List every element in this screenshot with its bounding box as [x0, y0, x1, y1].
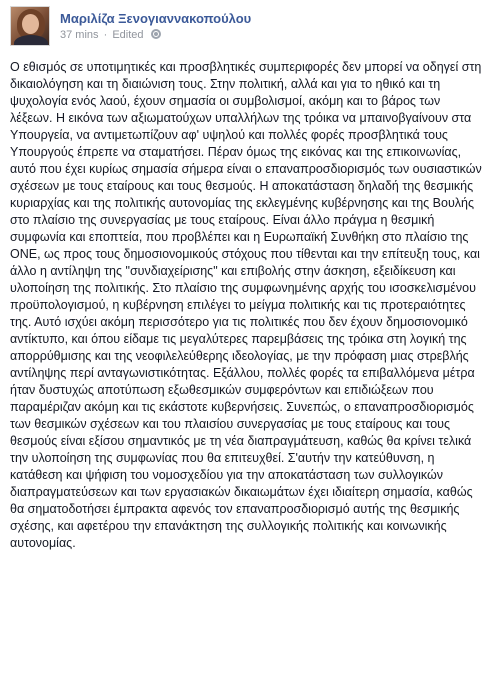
globe-icon[interactable]	[151, 29, 161, 39]
author-name[interactable]: Μαριλίζα Ξενογιαννακοπούλου	[60, 11, 252, 26]
avatar-face	[22, 14, 39, 34]
post-meta	[60, 29, 161, 41]
meta-separator: ·	[103, 29, 108, 41]
post-timestamp[interactable]: 37 mins	[60, 29, 99, 41]
post-body: Ο εθισμός σε υποτιμητικές και προσβλητικές συμπεριφορές δεν μπορεί να οδηγεί στη δικαιολόγηση και τη διαιώνιση τους. Στην πολιτική, αλλά και για το ηθικό και τη ψυχολογία ενός λαού, έχουν σημασία οι συμβολισμοί, ακόμη και το βάρος των λέξεων. Η εικόνα των αξιωματούχων υπαλλήλων της τρόικα να μπαινοβγαίνουν στα Υπουργεία, να αντιμετωπίζουν αφ' υψηλού και πολλές φορές προσβλητικά τους Υπουργούς έπρεπε να σταματήσει. Πέραν όμως της εικόνας και της επικοινωνίας, αυτό που έχει κυρίως σημασία σήμερα είναι ο επαναπροσδιορισμός των ουσιαστικών σχέσεων με τους εταίρους και τους θεσμούς. Η αποκατάσταση δηλαδή της θεσμικής κυριαρχίας και της πολιτικής αυτονομίας της εκλεγμένης κυβέρνησης και της Βουλής στο πλαίσιο της συνεργασίας με τους εταίρους. Είναι άλλο πράγμα η θεσμική συμφωνία και εποπτεία, που προβλέπει και η Ευρωπαϊκή Συνθήκη στο πλαίσιο της ΟΝΕ, ως προς τους δημοσιονομικούς στόχους που τίθενται και την επίτευξη τους, και άλλο η αντίληψη της "συνδιαχείρισης" και επιβολής στην άσκηση, εξειδίκευση και υλοποίηση της πολιτικής. Στο πλαίσιο της συμφωνημένης αρχής του ισοσκελισμένου προϋπολογισμού, η κυβέρνηση επιλέγει το μείγμα πολιτικής και τις προτεραιότητες της. Αυτό ισχύει ακόμη περισσότερο για τις πολιτικές που δεν έχουν δημοσιονομικό αντίκτυπο, και όπου είδαμε τις μεγαλύτερες παρεμβάσεις της τρόικα στη λογική της απορρύθμισης και της νεοφιλελεύθερης ιδεολογίας, με την πρόφαση μιας στρεβλής αντίληψης περί ανταγωνιστικότητας. Εξάλλου, πολλές φορές τα επιβαλλόμενα μέτρα ήταν δυστυχώς αποτύπωση εξωθεσμικών συμφερόντων και επιδιώξεων που παραμέριζαν ακόμη και τις εκάστοτε κυβερνήσεις. Συνεπώς, ο επαναπροσδιορισμός των θεσμικών σχέσεων και του πλαισίου συνεργασίας με τους εταίρους και τους θεσμούς είναι εξίσου σημαντικός με τη νέα διαπραγμάτευση, καθώς θα κρίνει τελικά την υλοποίηση της συμφωνίας που θα επιτευχθεί. Σ'αυτήν την κατεύθυνση, η κατάθεση και ψήφιση του νομοσχεδίου για την αποκατάσταση των συλλογικών διαπραγματεύσεων και των εργασιακών δικαιωμάτων έχει ιδιαίτερη σημασία, καθώς θα σηματοδοτήσει έμπρακτα αφενός τον επαναπροσδιορισμό αυτής της θεσμικής σχέσης, και αφετέρου την επανάκτηση της συλλογικής πολιτικής και κοινωνικής αυτονομίας.	[10, 60, 482, 550]
edited-label[interactable]: Edited	[112, 29, 144, 41]
author-avatar[interactable]	[10, 6, 50, 46]
avatar-shoulders	[14, 35, 48, 46]
post-header	[10, 6, 490, 46]
